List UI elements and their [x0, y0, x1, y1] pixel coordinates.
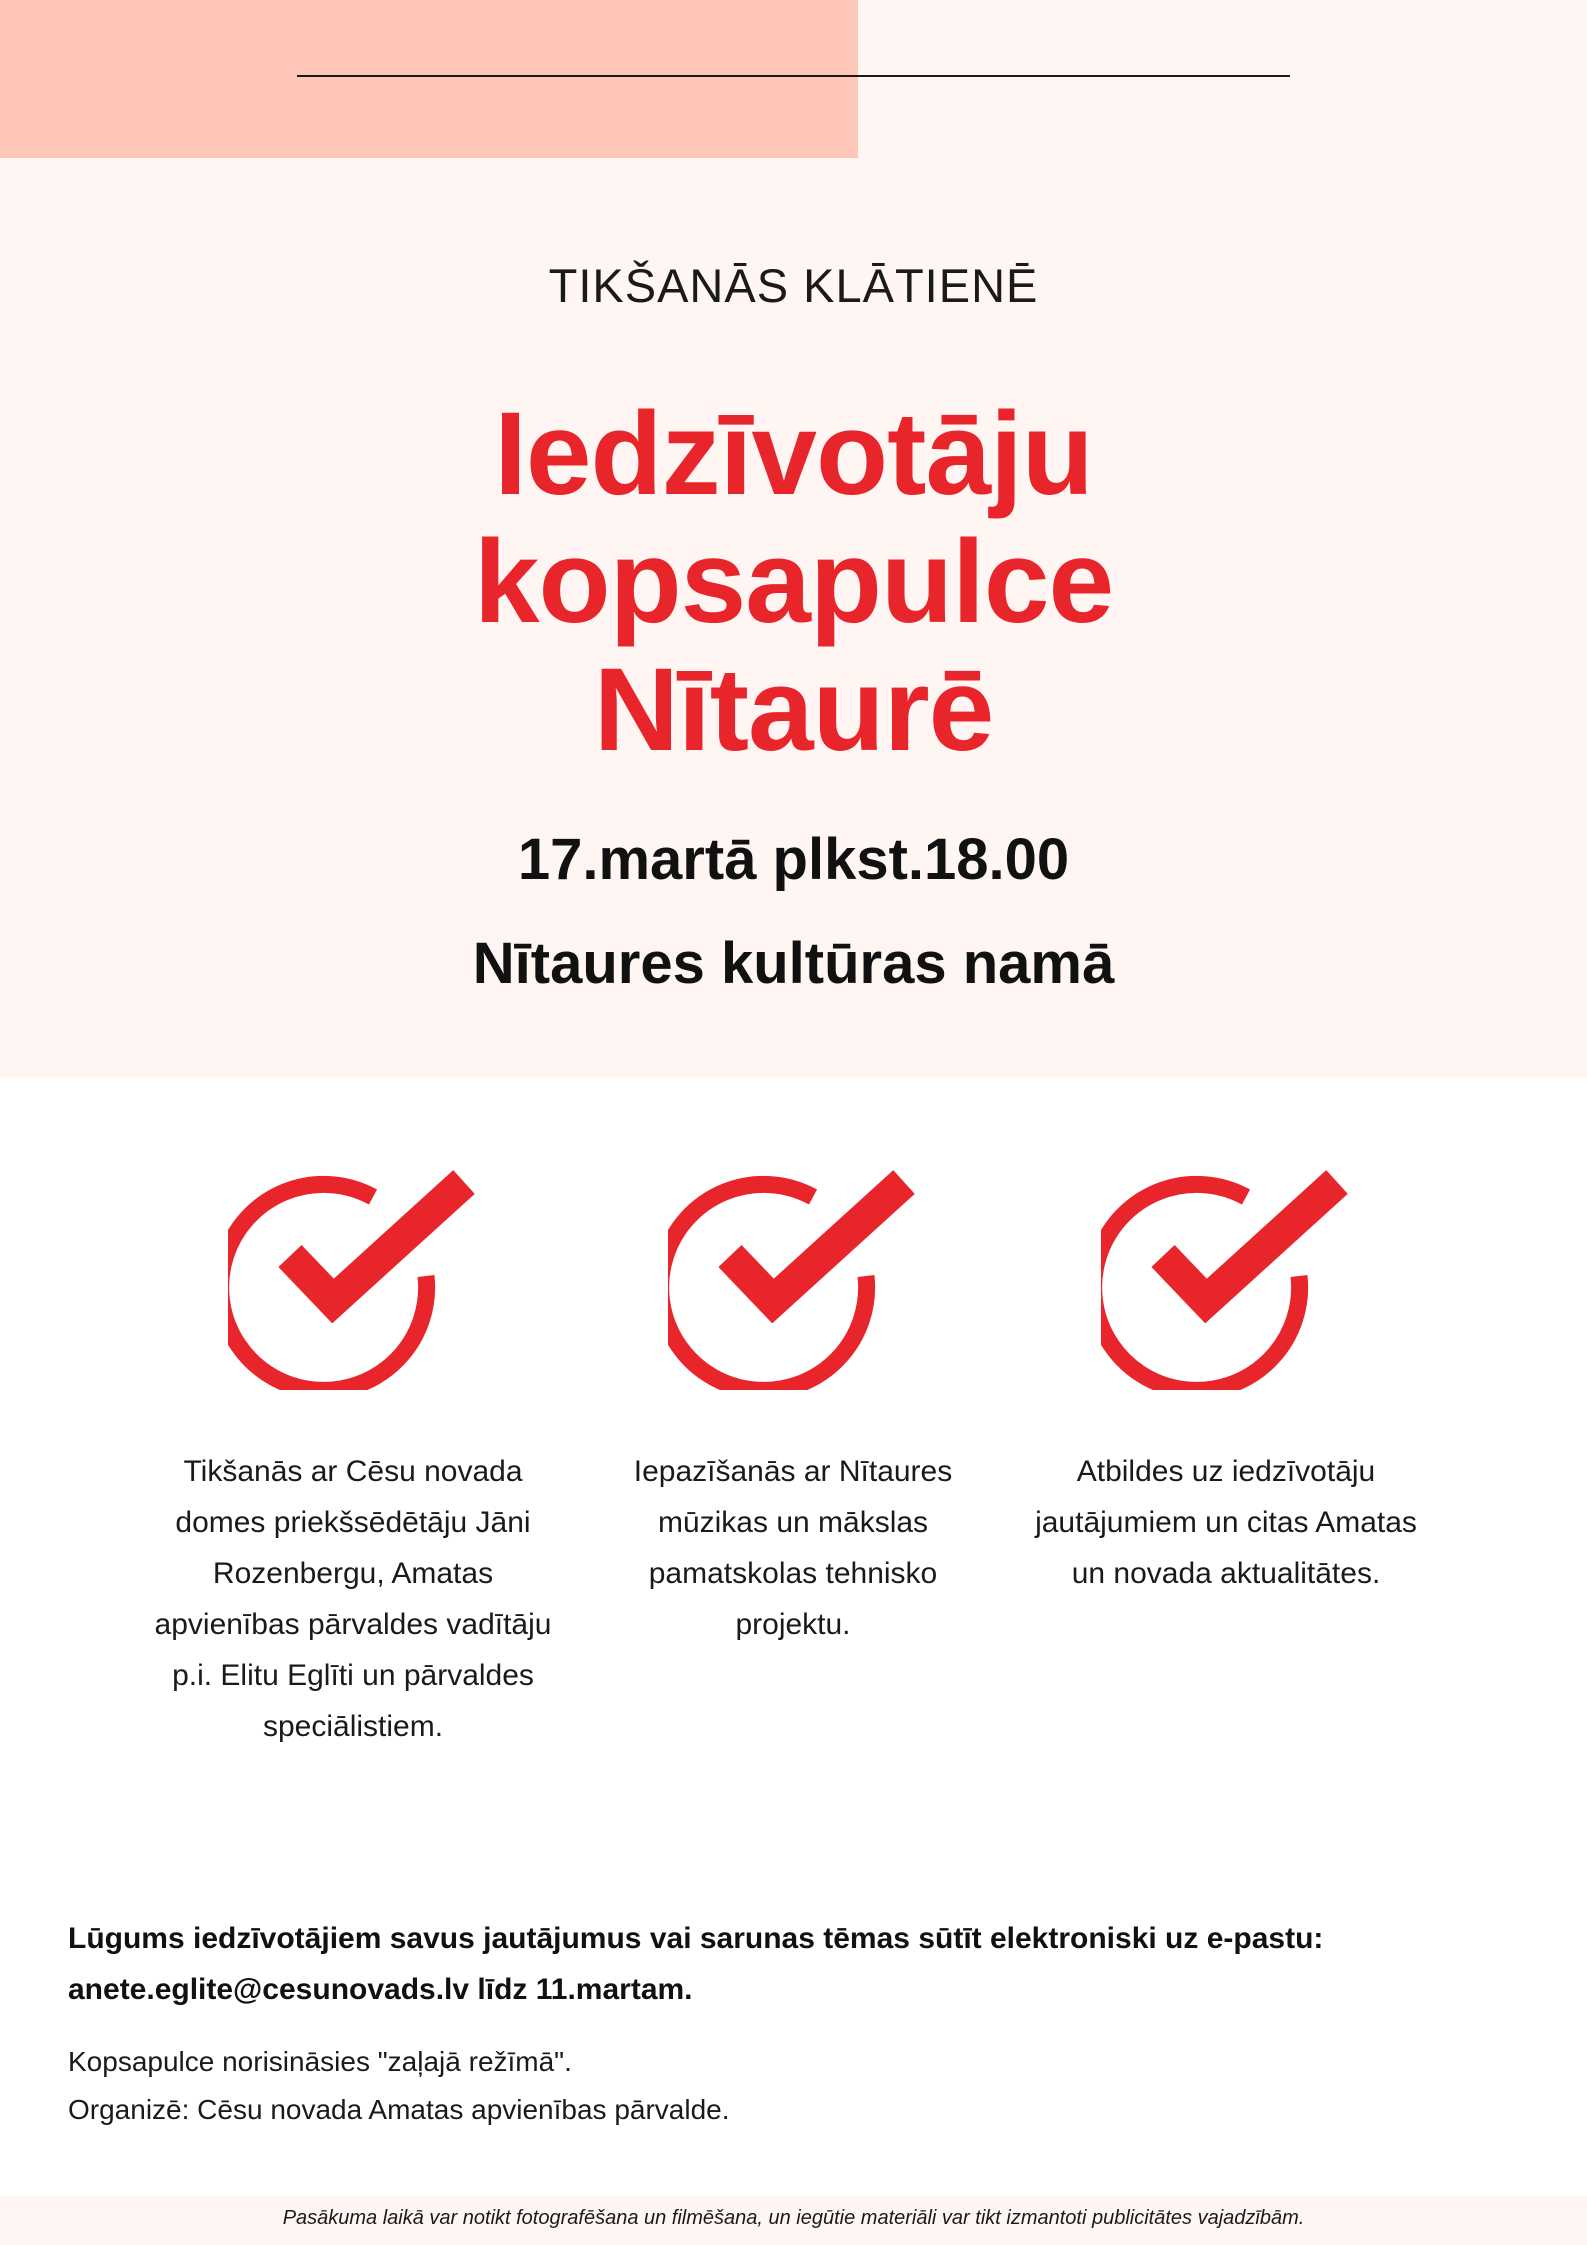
check-circle-icon: [1101, 1170, 1361, 1390]
event-notes: [68, 2038, 1528, 2134]
title-line: kopsapulce: [473, 516, 1114, 648]
request-email-line: anete.eglite@cesunovads.lv līdz 11.martam.: [68, 1973, 693, 2006]
feature-line: Tikšanās ar Cēsu novada: [183, 1455, 523, 1488]
feature-line: un novada aktualitātes.: [1071, 1557, 1381, 1590]
page-title: [0, 390, 1587, 774]
feature-line: Iepazīšanās ar Nītaures: [633, 1455, 953, 1488]
organizer-note: Organizē: Cēsu novada Amatas apvienības pārvalde.: [68, 2094, 730, 2125]
feature-line: Atbildes uz iedzīvotāju: [1076, 1455, 1376, 1488]
footer-disclaimer: Pasākuma laikā var notikt fotografēšana un filmēšana, un iegūtie materiāli var tikt izmantoti publicitātes vajadzībām.: [282, 2207, 1305, 2229]
green-regime-note: Kopsapulce norisināsies "zaļajā režīmā".: [68, 2046, 572, 2077]
title-line: Iedzīvotāju: [494, 388, 1093, 520]
request-line: Lūgums iedzīvotājiem savus jautājumus vai sarunas tēmas sūtīt elektroniski uz e-pastu:: [68, 1922, 1324, 1955]
feature-line: apvienības pārvaldes vadītāju: [154, 1608, 552, 1641]
top-divider-line: [297, 75, 1290, 77]
feature-line: speciālistiem.: [262, 1710, 444, 1743]
check-circle-icon: [668, 1170, 928, 1390]
email-request: [68, 1913, 1528, 2015]
title-line: Nītaurē: [593, 644, 994, 776]
feature-line: jautājumiem un citas Amatas: [1035, 1506, 1417, 1539]
event-venue: Nītaures kultūras namā: [472, 931, 1115, 996]
meeting-type-kicker: TIKŠANĀS KLĀTIENĒ: [548, 259, 1039, 312]
feature-line: p.i. Elitu Eglīti un pārvaldes: [172, 1659, 534, 1692]
feature-text: [1016, 1446, 1436, 1599]
feature-line: projektu.: [735, 1608, 851, 1641]
feature-text: [583, 1446, 1003, 1650]
feature-text: [143, 1446, 563, 1752]
check-circle-icon: [228, 1170, 488, 1390]
feature-line: Rozenbergu, Amatas: [212, 1557, 494, 1590]
feature-line: mūzikas un mākslas: [657, 1506, 929, 1539]
decorative-accent-block: [0, 0, 858, 158]
feature-line: domes priekšsēdētāju Jāni: [175, 1506, 531, 1539]
feature-line: pamatskolas tehnisko: [648, 1557, 938, 1590]
event-date-time: 17.martā plkst.18.00: [517, 827, 1070, 892]
